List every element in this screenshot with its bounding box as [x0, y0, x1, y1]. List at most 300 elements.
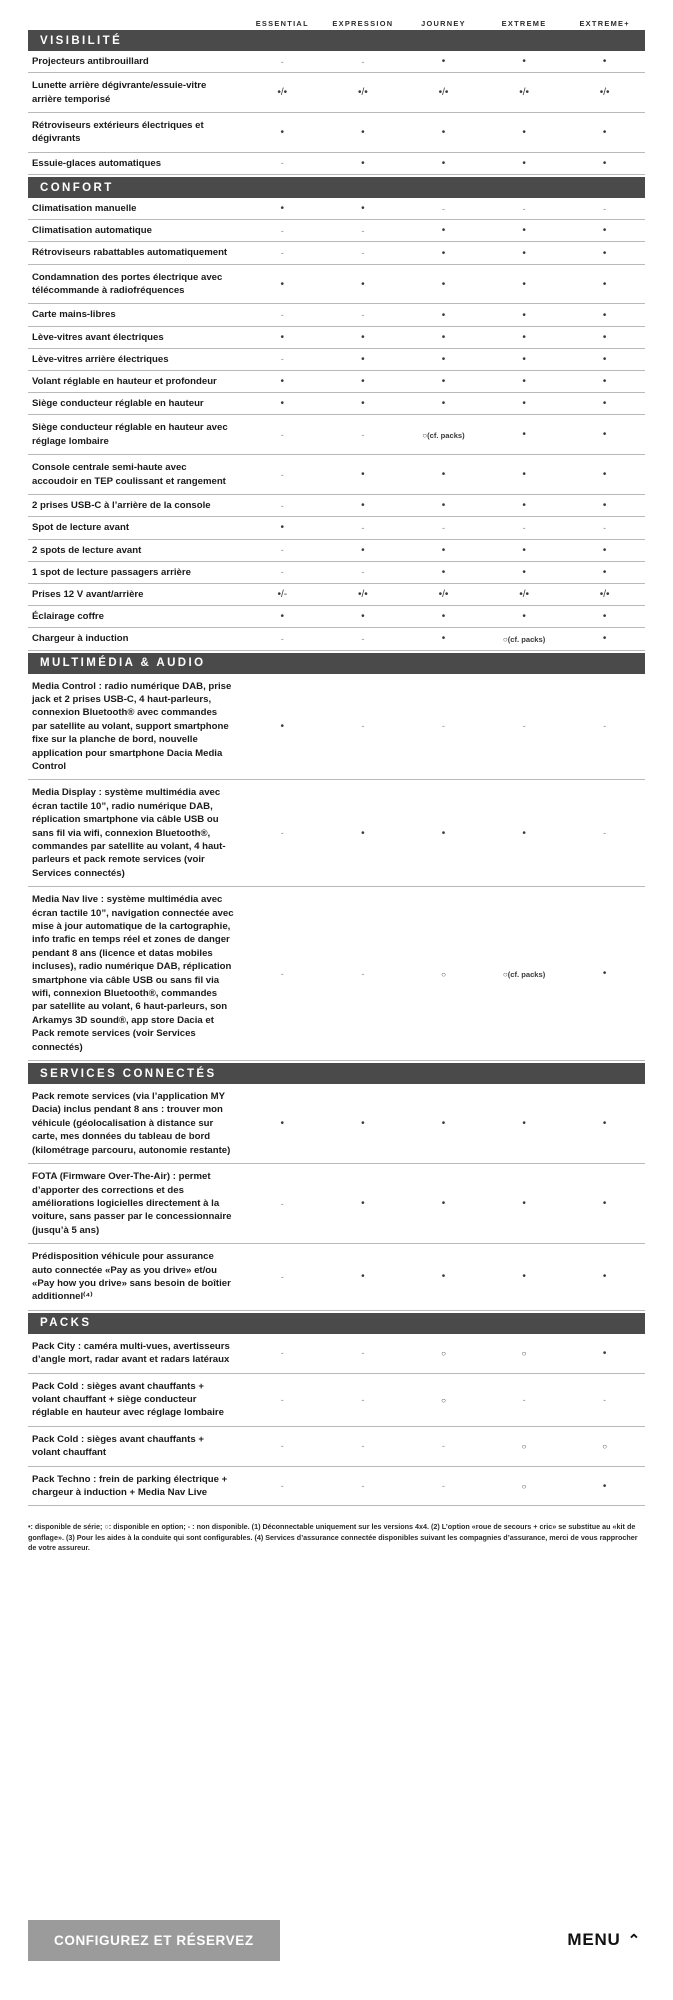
availability-cell — [323, 226, 404, 236]
feature-label: Pack remote services (via l’application MY Dacia) inclus pendant 8 ans : trouver mon véhicule (géolocalisation à distance sur carte, mes données du tableau de bord (kilométrage parcouru, autonomie restante) — [32, 1091, 231, 1156]
availability-mark: •/• — [599, 589, 610, 600]
availability-mark: • — [441, 611, 446, 623]
availability-mark: • — [522, 353, 526, 365]
availability-cell: ○(cf. packs) — [502, 969, 546, 979]
availability-cell — [403, 1395, 484, 1405]
availability-cell — [242, 398, 323, 409]
availability-mark: • — [522, 611, 526, 623]
availability-cell — [564, 611, 645, 622]
feature-label: Chargeur à induction — [32, 633, 129, 645]
availability-mark: • — [361, 827, 365, 839]
availability-cell — [484, 589, 565, 600]
availability-mark: - — [522, 1394, 526, 1405]
availability-cell — [484, 469, 565, 480]
availability-cell — [242, 634, 323, 644]
availability-cell — [242, 969, 323, 979]
availability-mark: • — [441, 278, 446, 290]
table-row — [28, 780, 645, 887]
availability-mark: - — [280, 158, 284, 169]
availability-cell — [323, 721, 404, 731]
availability-mark: •/• — [438, 87, 449, 99]
availability-cell — [323, 430, 404, 440]
availability-mark: ○ — [441, 969, 446, 979]
availability-mark: - — [280, 248, 284, 259]
availability-cell — [323, 354, 404, 365]
availability-mark: - — [361, 968, 365, 979]
availability-cell — [403, 225, 484, 236]
availability-cell — [323, 1198, 404, 1209]
feature-label: Prises 12 V avant/arrière — [32, 588, 144, 600]
availability-cell — [242, 203, 323, 214]
feature-label: 2 prises USB-C à l’arrière de la console — [32, 500, 211, 512]
availability-mark: • — [361, 278, 365, 290]
availability-cell — [564, 1481, 645, 1492]
availability-cell — [564, 204, 645, 214]
availability-mark: • — [602, 1480, 607, 1492]
availability-mark: - — [522, 203, 526, 214]
availability-mark: - — [280, 545, 284, 556]
availability-mark: • — [522, 56, 526, 68]
availability-cell — [484, 225, 565, 236]
availability-mark: • — [280, 1118, 285, 1130]
availability-cell — [242, 376, 323, 387]
availability-mark: • — [441, 566, 446, 578]
availability-mark: - — [603, 522, 607, 533]
availability-mark: • — [602, 1271, 607, 1283]
availability-cell — [564, 398, 645, 409]
availability-mark: • — [361, 1118, 365, 1130]
availability-mark: - — [441, 721, 445, 732]
pack-reference-note: (cf. packs) — [507, 969, 546, 979]
availability-mark: • — [522, 278, 526, 290]
availability-cell — [484, 1481, 565, 1491]
availability-mark: • — [441, 1198, 446, 1210]
feature-label: Siège conducteur réglable en hauteur — [32, 398, 204, 410]
availability-mark: - — [441, 1441, 445, 1452]
availability-cell — [484, 721, 565, 731]
section-header — [28, 30, 645, 51]
availability-cell — [484, 87, 565, 98]
availability-mark: • — [361, 157, 365, 169]
feature-label: Rétroviseurs extérieurs électriques et dégivrants — [32, 120, 204, 145]
availability-mark: • — [602, 566, 607, 578]
availability-mark: • — [280, 331, 285, 343]
availability-mark: • — [602, 633, 607, 645]
availability-mark: ○ — [441, 1395, 446, 1405]
availability-cell — [323, 500, 404, 511]
availability-cell — [403, 567, 484, 578]
availability-cell — [484, 332, 565, 343]
availability-mark: - — [280, 1481, 284, 1492]
availability-mark: - — [361, 522, 365, 533]
availability-mark: • — [361, 544, 365, 556]
availability-mark: • — [522, 309, 526, 321]
availability-mark: • — [602, 500, 607, 512]
availability-mark: - — [603, 1394, 607, 1405]
availability-cell — [242, 87, 323, 98]
availability-mark: • — [602, 126, 607, 138]
table-row — [28, 517, 645, 539]
availability-cell: ○(cf. packs) — [502, 634, 546, 644]
availability-mark: • — [522, 1198, 526, 1210]
table-row — [28, 455, 645, 495]
availability-mark: • — [361, 331, 365, 343]
availability-mark: • — [441, 309, 446, 321]
availability-mark: - — [280, 567, 284, 578]
availability-cell — [484, 567, 565, 578]
availability-mark: • — [441, 500, 446, 512]
availability-cell — [323, 1348, 404, 1358]
availability-cell — [403, 332, 484, 343]
availability-cell — [403, 611, 484, 622]
availability-mark: • — [522, 376, 526, 388]
availability-cell — [484, 376, 565, 387]
availability-mark: • — [361, 376, 365, 388]
section-title: PACKS — [40, 1317, 92, 1330]
availability-cell — [564, 429, 645, 440]
availability-mark: • — [602, 225, 607, 237]
availability-mark: • — [441, 157, 446, 169]
availability-mark: • — [602, 157, 607, 169]
feature-label: Carte mains-libres — [32, 309, 116, 321]
availability-cell — [323, 398, 404, 409]
feature-label: Pack Cold : sièges avant chauffants + volant chauffant — [32, 1433, 204, 1459]
feature-label: Essuie-glaces automatiques — [32, 157, 162, 169]
availability-cell — [323, 567, 404, 577]
availability-cell — [484, 1271, 565, 1282]
table-row — [28, 606, 645, 628]
availability-cell — [484, 1118, 565, 1129]
availability-mark: • — [280, 611, 285, 623]
availability-mark: • — [602, 1347, 607, 1359]
table-row — [28, 1374, 645, 1427]
table-row — [28, 628, 645, 650]
availability-mark: • — [361, 126, 365, 138]
availability-mark: - — [280, 1198, 284, 1209]
availability-mark: • — [522, 247, 526, 259]
availability-cell — [564, 332, 645, 343]
availability-cell — [242, 127, 323, 138]
availability-mark: • — [522, 827, 526, 839]
availability-mark: ○ — [521, 1482, 527, 1492]
availability-cell — [323, 310, 404, 320]
feature-label: Siège conducteur réglable en hauteur avec réglage lombaire — [32, 422, 228, 447]
availability-cell — [323, 634, 404, 644]
section-title: CONFORT — [40, 181, 114, 194]
availability-cell — [403, 354, 484, 365]
availability-cell — [564, 500, 645, 511]
availability-cell — [403, 500, 484, 511]
availability-cell — [242, 430, 323, 440]
availability-cell — [403, 1271, 484, 1282]
availability-mark: • — [441, 247, 446, 259]
availability-cell — [484, 398, 565, 409]
availability-mark: ○ — [521, 1349, 527, 1359]
availability-cell — [403, 398, 484, 409]
availability-cell — [484, 279, 565, 290]
availability-mark: • — [522, 469, 526, 481]
availability-cell — [564, 310, 645, 321]
availability-cell — [564, 279, 645, 290]
availability-mark: • — [522, 398, 526, 410]
availability-mark: • — [441, 225, 446, 237]
configure-and-reserve-button[interactable]: CONFIGUREZ ET RÉSERVEZ — [28, 1920, 280, 1961]
availability-cell — [242, 1272, 323, 1282]
availability-cell — [323, 969, 404, 979]
table-row — [28, 1164, 645, 1244]
availability-mark: • — [602, 544, 607, 556]
table-row — [28, 1467, 645, 1507]
feature-label: Media Nav live : système multimédia avec écran tactile 10”, navigation connectée avec mise à jour automatique de la cartographie, info trafic en temps réel et zones de danger pendant 8 ans (licence et datas mobiles incluses), radio numérique DAB, réplication smartphone via câble USB ou sans fil via wifi, connexion Bluetooth®, commandes par satellite au volant, 6 haut-parleurs, son Arkamys 3D sound®, app store Dacia et Pack remote services (voir Services connectés) — [32, 894, 234, 1053]
availability-cell — [323, 376, 404, 387]
availability-mark: - — [361, 1481, 365, 1492]
availability-cell — [564, 828, 645, 838]
feature-label: Pack Techno : frein de parking électrique + chargeur à induction + Media Nav Live — [32, 1473, 228, 1499]
feature-label: Climatisation automatique — [32, 225, 152, 237]
table-row — [28, 327, 645, 349]
availability-cell — [242, 501, 323, 511]
feature-label: Media Control : radio numérique DAB, prise jack et 2 prises USB-C, 4 haut-parleurs, connexion Bluetooth® avec commandes par satellite au volant, support smartphone fixe sur la planche de bord, nouvelle application pour smartphone Dacia Media Control — [32, 680, 232, 772]
availability-mark: • — [602, 398, 607, 410]
availability-cell — [484, 1441, 565, 1451]
availability-cell — [403, 56, 484, 67]
availability-cell — [242, 567, 323, 577]
availability-mark: - — [603, 828, 607, 839]
availability-cell — [403, 589, 484, 600]
availability-cell — [564, 721, 645, 731]
availability-cell — [323, 469, 404, 480]
table-row — [28, 51, 645, 73]
column-header-expression: EXPRESSION — [332, 19, 394, 28]
table-row — [28, 153, 645, 175]
availability-cell — [564, 545, 645, 556]
availability-cell — [403, 1118, 484, 1129]
availability-mark: - — [361, 248, 365, 259]
availability-mark: • — [602, 331, 607, 343]
availability-mark: - — [522, 721, 526, 732]
availability-mark: • — [602, 968, 607, 980]
feature-label: 2 spots de lecture avant — [32, 544, 142, 556]
availability-mark: • — [441, 1118, 446, 1130]
availability-mark: • — [602, 1118, 607, 1130]
availability-mark: - — [361, 310, 365, 321]
availability-cell — [564, 633, 645, 644]
availability-cell — [323, 1481, 404, 1491]
availability-mark: • — [441, 126, 446, 138]
table-row — [28, 393, 645, 415]
column-header-essential: ESSENTIAL — [255, 19, 309, 28]
availability-cell — [403, 969, 484, 979]
availability-cell — [323, 589, 404, 600]
availability-cell — [323, 203, 404, 214]
availability-mark: • — [280, 126, 285, 138]
pack-reference-note: (cf. packs) — [427, 430, 465, 440]
availability-cell — [564, 1441, 645, 1451]
availability-mark: •/• — [599, 87, 610, 99]
availability-mark: - — [280, 828, 284, 839]
availability-cell — [564, 523, 645, 533]
feature-label: Projecteurs antibrouillard — [32, 56, 149, 67]
availability-cell — [403, 633, 484, 644]
availability-cell — [403, 1198, 484, 1209]
availability-cell — [323, 1118, 404, 1129]
table-row — [28, 584, 645, 606]
sections-container — [28, 30, 645, 1506]
availability-cell — [403, 376, 484, 387]
column-header-journey: JOURNEY — [421, 19, 466, 28]
availability-cell — [242, 158, 323, 168]
availability-cell — [403, 87, 484, 98]
availability-cell — [564, 158, 645, 169]
availability-mark: • — [602, 56, 607, 68]
availability-cell — [242, 589, 323, 600]
availability-mark: • — [522, 157, 526, 169]
availability-mark: - — [280, 1394, 284, 1405]
availability-cell — [242, 1118, 323, 1129]
availability-cell — [242, 611, 323, 622]
availability-cell — [323, 87, 404, 98]
availability-mark: • — [280, 278, 285, 290]
availability-cell — [242, 57, 323, 67]
feature-label: Spot de lecture avant — [32, 522, 130, 534]
table-row — [28, 242, 645, 264]
availability-mark: - — [280, 429, 284, 440]
availability-mark: • — [361, 500, 365, 512]
availability-mark: • — [280, 522, 285, 534]
section-title: SERVICES CONNECTÉS — [40, 1067, 217, 1080]
table-row — [28, 265, 645, 305]
availability-cell — [403, 279, 484, 290]
availability-mark: • — [441, 56, 446, 68]
feature-label: Climatisation manuelle — [32, 203, 137, 215]
availability-mark: • — [602, 469, 607, 481]
availability-mark: • — [602, 376, 607, 388]
section-title: MULTIMÉDIA & AUDIO — [40, 657, 206, 670]
table-row — [28, 887, 645, 1061]
table-row — [28, 415, 645, 455]
table-row — [28, 1244, 645, 1311]
availability-mark: • — [441, 353, 446, 365]
feature-label: Condamnation des portes électrique avec télécommande à radiofréquences — [32, 271, 223, 297]
availability-mark: • — [441, 331, 446, 343]
legend-footnote: •: disponible de série; ○: disponible en option; - : non disponible. (1) Déconnectable uniquement sur les versions 4x4. (2) L’option «roue de secours + cric» se substitue au «kit de gonflage». (3) Pour les aides à la conduite qui sont configurables. (4) Services d’assurance connectée disponibles suivant les compagnies d’assurance, merci de vous rapprocher de votre assureur. — [28, 1522, 638, 1552]
availability-cell — [242, 470, 323, 480]
availability-mark: • — [361, 611, 365, 623]
availability-cell — [564, 248, 645, 259]
availability-cell — [242, 1395, 323, 1405]
availability-mark: • — [602, 278, 607, 290]
availability-mark: • — [602, 353, 607, 365]
availability-cell — [403, 204, 484, 214]
availability-cell — [242, 248, 323, 258]
table-row — [28, 371, 645, 393]
availability-mark: - — [280, 469, 284, 480]
availability-cell — [564, 56, 645, 67]
availability-mark: - — [361, 721, 365, 732]
availability-cell — [484, 158, 565, 169]
availability-cell — [403, 545, 484, 556]
availability-cell — [323, 545, 404, 556]
availability-cell — [564, 1395, 645, 1405]
availability-cell — [323, 1395, 404, 1405]
availability-cell — [564, 225, 645, 236]
availability-cell — [403, 127, 484, 138]
availability-mark: • — [280, 398, 285, 410]
table-row — [28, 304, 645, 326]
feature-label: Éclairage coffre — [32, 611, 104, 623]
availability-mark: - — [603, 203, 607, 214]
availability-mark: - — [280, 1441, 284, 1452]
availability-mark: - — [280, 1271, 284, 1282]
availability-cell — [323, 332, 404, 343]
availability-cell — [484, 500, 565, 511]
availability-cell — [564, 1348, 645, 1359]
menu-toggle[interactable] — [567, 1930, 645, 1950]
feature-label: Console centrale semi-haute avec accoudoir en TEP coulissant et rangement — [32, 462, 226, 487]
availability-mark: • — [361, 1198, 365, 1210]
availability-cell — [242, 354, 323, 364]
availability-cell — [403, 1348, 484, 1358]
availability-mark: • — [441, 469, 446, 481]
availability-mark: - — [280, 968, 284, 979]
table-row — [28, 349, 645, 371]
availability-mark: - — [441, 203, 445, 214]
availability-mark: • — [441, 544, 446, 556]
availability-mark: - — [361, 225, 365, 236]
availability-mark: • — [441, 398, 446, 410]
availability-mark: •/• — [519, 87, 529, 99]
availability-mark: • — [280, 203, 285, 215]
availability-cell — [323, 523, 404, 533]
availability-cell — [242, 545, 323, 555]
feature-label: 1 spot de lecture passagers arrière — [32, 566, 191, 578]
table-row — [28, 1334, 645, 1374]
availability-mark: - — [361, 567, 365, 578]
availability-mark: • — [602, 429, 607, 441]
feature-label: Prédisposition véhicule pour assurance auto connectée «Pay as you drive» et/ou «Pay how you drive» sans besoin de boîtier additionnel⁽⁴⁾ — [32, 1251, 231, 1303]
availability-mark: • — [522, 500, 526, 512]
availability-mark: • — [602, 247, 607, 259]
availability-mark: • — [522, 225, 526, 237]
availability-mark: • — [361, 203, 365, 215]
availability-cell — [564, 589, 645, 600]
availability-cell — [484, 248, 565, 259]
bottom-action-bar — [0, 1880, 673, 2000]
availability-mark: • — [361, 469, 365, 481]
table-row — [28, 562, 645, 584]
availability-mark: - — [280, 633, 284, 644]
availability-mark: • — [522, 429, 526, 441]
availability-cell — [242, 226, 323, 236]
availability-cell — [323, 828, 404, 839]
availability-cell — [323, 248, 404, 258]
availability-mark: • — [522, 126, 526, 138]
availability-cell — [403, 1441, 484, 1451]
availability-cell — [403, 1481, 484, 1491]
availability-cell — [484, 127, 565, 138]
table-row — [28, 495, 645, 517]
availability-cell — [564, 127, 645, 138]
availability-mark: • — [522, 1271, 526, 1283]
table-row — [28, 73, 645, 113]
availability-cell — [403, 248, 484, 259]
availability-mark: • — [522, 544, 526, 556]
table-row — [28, 113, 645, 153]
availability-mark: •/- — [277, 589, 288, 600]
availability-mark: • — [361, 1271, 365, 1283]
feature-label: Lève-vitres avant électriques — [32, 331, 164, 343]
table-row — [28, 674, 645, 781]
